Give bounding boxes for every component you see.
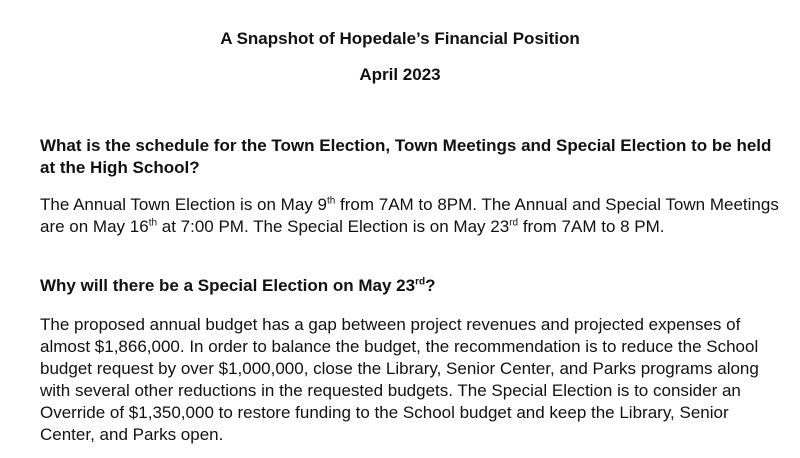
document-title: A Snapshot of Hopedale’s Financial Position: [220, 29, 580, 48]
question-mark: ?: [425, 276, 436, 295]
answer-schedule: [40, 194, 785, 238]
document-date: April 2023: [359, 65, 441, 84]
answer-special-election: The proposed annual budget has a gap between project revenues and projected expenses of almost $1,866,000. In order to balance the budget, the recommendation is to reduce the School budget request by over $1,000,000, close the Library, Senior Center, and Parks programs along with several other reductions in the requested budgets. The Special Election is to consider an Override of $1,350,000 to restore funding to the School budget and keep the Library, Senior Center, and Parks open.: [40, 315, 759, 444]
question-schedule-text: What is the schedule for the Town Election, Town Meetings and Special Election to be held at the High School?: [40, 136, 772, 177]
ordinal-suffix-23rd: rd: [509, 217, 519, 229]
answer-schedule-part-4: from 7AM to 8 PM.: [518, 217, 665, 236]
answer-schedule-part-1: The Annual Town Election is on May 9: [40, 195, 327, 214]
answer-schedule-part-2: from 7AM to 8PM. The Annual and Special Town Meetings are on May 16: [40, 195, 779, 236]
question-special-election: [40, 275, 780, 297]
question-ordinal-suffix: rd: [415, 276, 426, 288]
question-special-election-text: Why will there be a Special Election on May 23: [40, 276, 416, 295]
ordinal-suffix-16th: th: [148, 217, 158, 229]
ordinal-suffix-9th: th: [326, 195, 336, 207]
answer-schedule-part-3: at 7:00 PM. The Special Election is on May 23: [157, 217, 510, 236]
question-schedule: [40, 135, 780, 179]
